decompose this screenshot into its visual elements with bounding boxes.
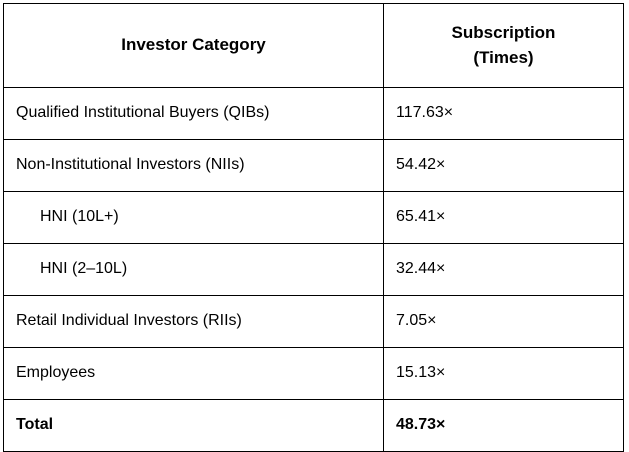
table-row xyxy=(4,88,624,140)
cell-subscription-times: 48.73× xyxy=(384,400,624,452)
cell-investor-category: HNI (2–10L) xyxy=(4,244,384,296)
table-row xyxy=(4,140,624,192)
table-body xyxy=(4,88,624,452)
cell-subscription-times: 117.63× xyxy=(384,88,624,140)
header-subscription-line2: (Times) xyxy=(473,47,534,67)
investor-subscription-table xyxy=(3,3,624,452)
table-row xyxy=(4,400,624,452)
cell-subscription-times: 15.13× xyxy=(384,348,624,400)
cell-subscription-times: 32.44× xyxy=(384,244,624,296)
cell-investor-category: Employees xyxy=(4,348,384,400)
table-row xyxy=(4,296,624,348)
cell-subscription-times: 65.41× xyxy=(384,192,624,244)
cell-investor-category: Retail Individual Investors (RIIs) xyxy=(4,296,384,348)
table-row xyxy=(4,192,624,244)
header-subscription-line1: Subscription xyxy=(451,22,556,42)
cell-subscription-times: 7.05× xyxy=(384,296,624,348)
subscription-table-container xyxy=(3,3,623,452)
table-header xyxy=(4,4,624,88)
cell-subscription-times: 54.42× xyxy=(384,140,624,192)
cell-investor-category: Qualified Institutional Buyers (QIBs) xyxy=(4,88,384,140)
table-header-row xyxy=(4,4,624,88)
cell-investor-category: HNI (10L+) xyxy=(4,192,384,244)
table-row xyxy=(4,348,624,400)
header-subscription-times xyxy=(384,4,624,88)
table-row xyxy=(4,244,624,296)
cell-investor-category: Non-Institutional Investors (NIIs) xyxy=(4,140,384,192)
header-investor-category: Investor Category xyxy=(4,4,384,88)
cell-investor-category: Total xyxy=(4,400,384,452)
